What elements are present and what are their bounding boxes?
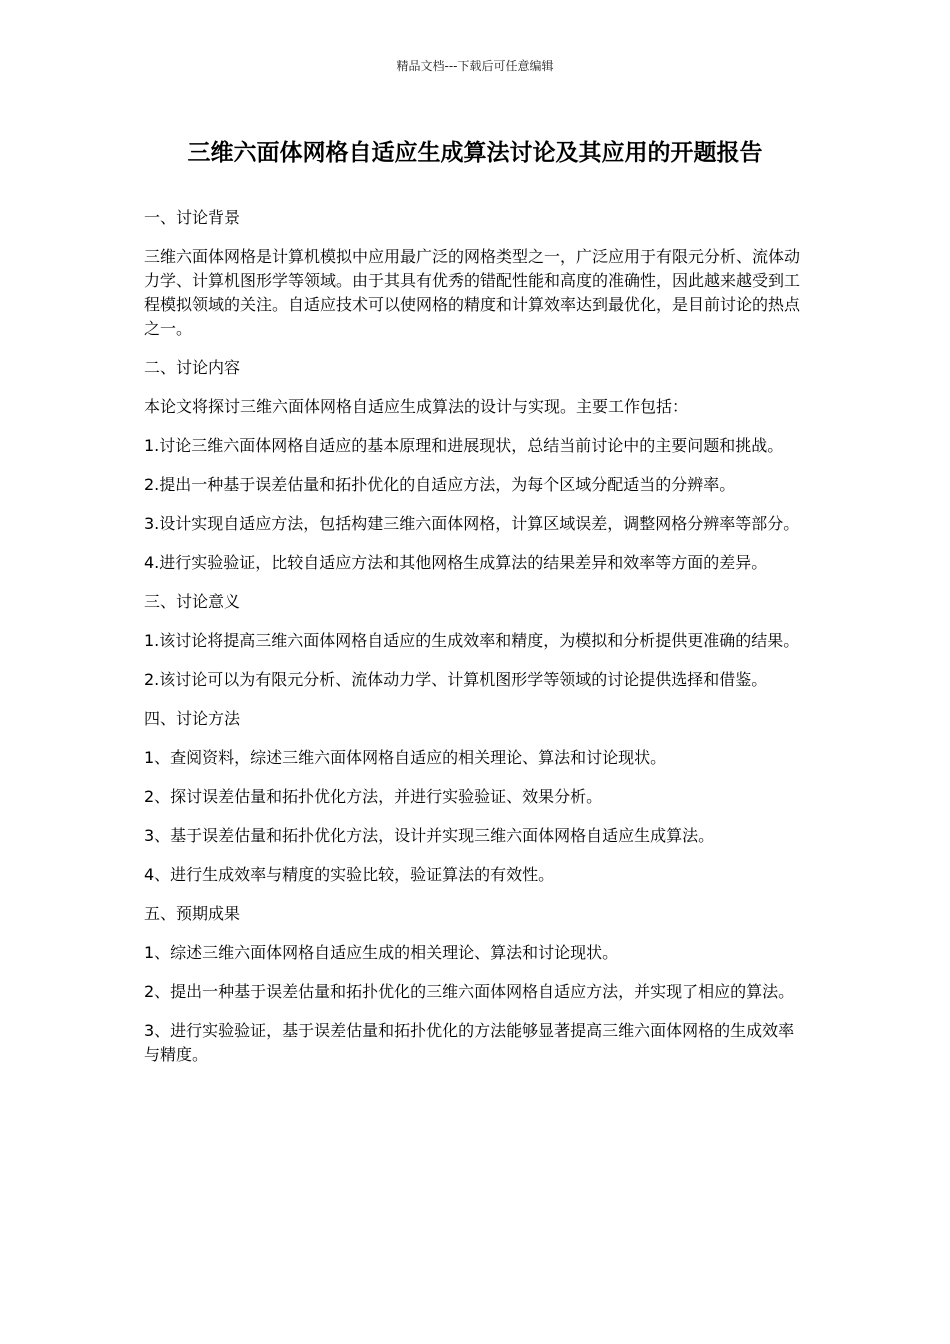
document-body	[144, 206, 809, 1082]
section-expected-results	[144, 902, 809, 1067]
section-heading: 四、讨论方法	[144, 709, 241, 728]
list-item: 3.设计实现自适应方法，包括构建三维六面体网格，计算区域误差，调整网格分辨率等部分。	[144, 514, 800, 533]
list-item: 2、探讨误差估量和拓扑优化方法，并进行实验验证、效果分析。	[144, 787, 603, 806]
section-background	[144, 206, 809, 341]
list-item: 1、查阅资料，综述三维六面体网格自适应的相关理论、算法和讨论现状。	[144, 748, 667, 767]
list-item: 4.进行实验验证，比较自适应方法和其他网格生成算法的结果差异和效率等方面的差异。	[144, 553, 768, 572]
list-item: 1、综述三维六面体网格自适应生成的相关理论、算法和讨论现状。	[144, 943, 619, 962]
list-item: 2.该讨论可以为有限元分析、流体动力学、计算机图形学等领域的讨论提供选择和借鉴。	[144, 670, 768, 689]
paragraph: 三维六面体网格是计算机模拟中应用最广泛的网格类型之一，广泛应用于有限元分析、流体动力学、计算机图形学等领域。由于其具有优秀的错配性能和高度的准确性，因此越来越受到工程模拟领域的关注。自适应技术可以使网格的精度和计算效率达到最优化，是目前讨论的热点之一。	[144, 247, 801, 338]
list-item: 4、进行生成效率与精度的实验比较，验证算法的有效性。	[144, 865, 555, 884]
section-heading: 五、预期成果	[144, 904, 241, 923]
section-heading: 一、讨论背景	[144, 208, 241, 227]
section-heading: 三、讨论意义	[144, 592, 241, 611]
document-title: 三维六面体网格自适应生成算法讨论及其应用的开题报告	[187, 140, 763, 166]
list-item: 3、基于误差估量和拓扑优化方法，设计并实现三维六面体网格自适应生成算法。	[144, 826, 715, 845]
header-note: 精品文档---下载后可任意编辑	[396, 59, 554, 73]
list-item: 2、提出一种基于误差估量和拓扑优化的三维六面体网格自适应方法，并实现了相应的算法。	[144, 982, 795, 1001]
section-methods	[144, 707, 809, 887]
section-content	[144, 356, 809, 575]
list-item: 1.讨论三维六面体网格自适应的基本原理和进展现状，总结当前讨论中的主要问题和挑战。	[144, 436, 784, 455]
section-significance	[144, 590, 809, 692]
list-item: 1.该讨论将提高三维六面体网格自适应的生成效率和精度，为模拟和分析提供更准确的结果。	[144, 631, 800, 650]
paragraph: 本论文将探讨三维六面体网格自适应生成算法的设计与实现。主要工作包括：	[144, 397, 689, 416]
section-heading: 二、讨论内容	[144, 358, 241, 377]
list-item: 3、进行实验验证，基于误差估量和拓扑优化的方法能够显著提高三维六面体网格的生成效率与精度。	[144, 1021, 795, 1064]
list-item: 2.提出一种基于误差估量和拓扑优化的自适应方法，为每个区域分配适当的分辨率。	[144, 475, 736, 494]
